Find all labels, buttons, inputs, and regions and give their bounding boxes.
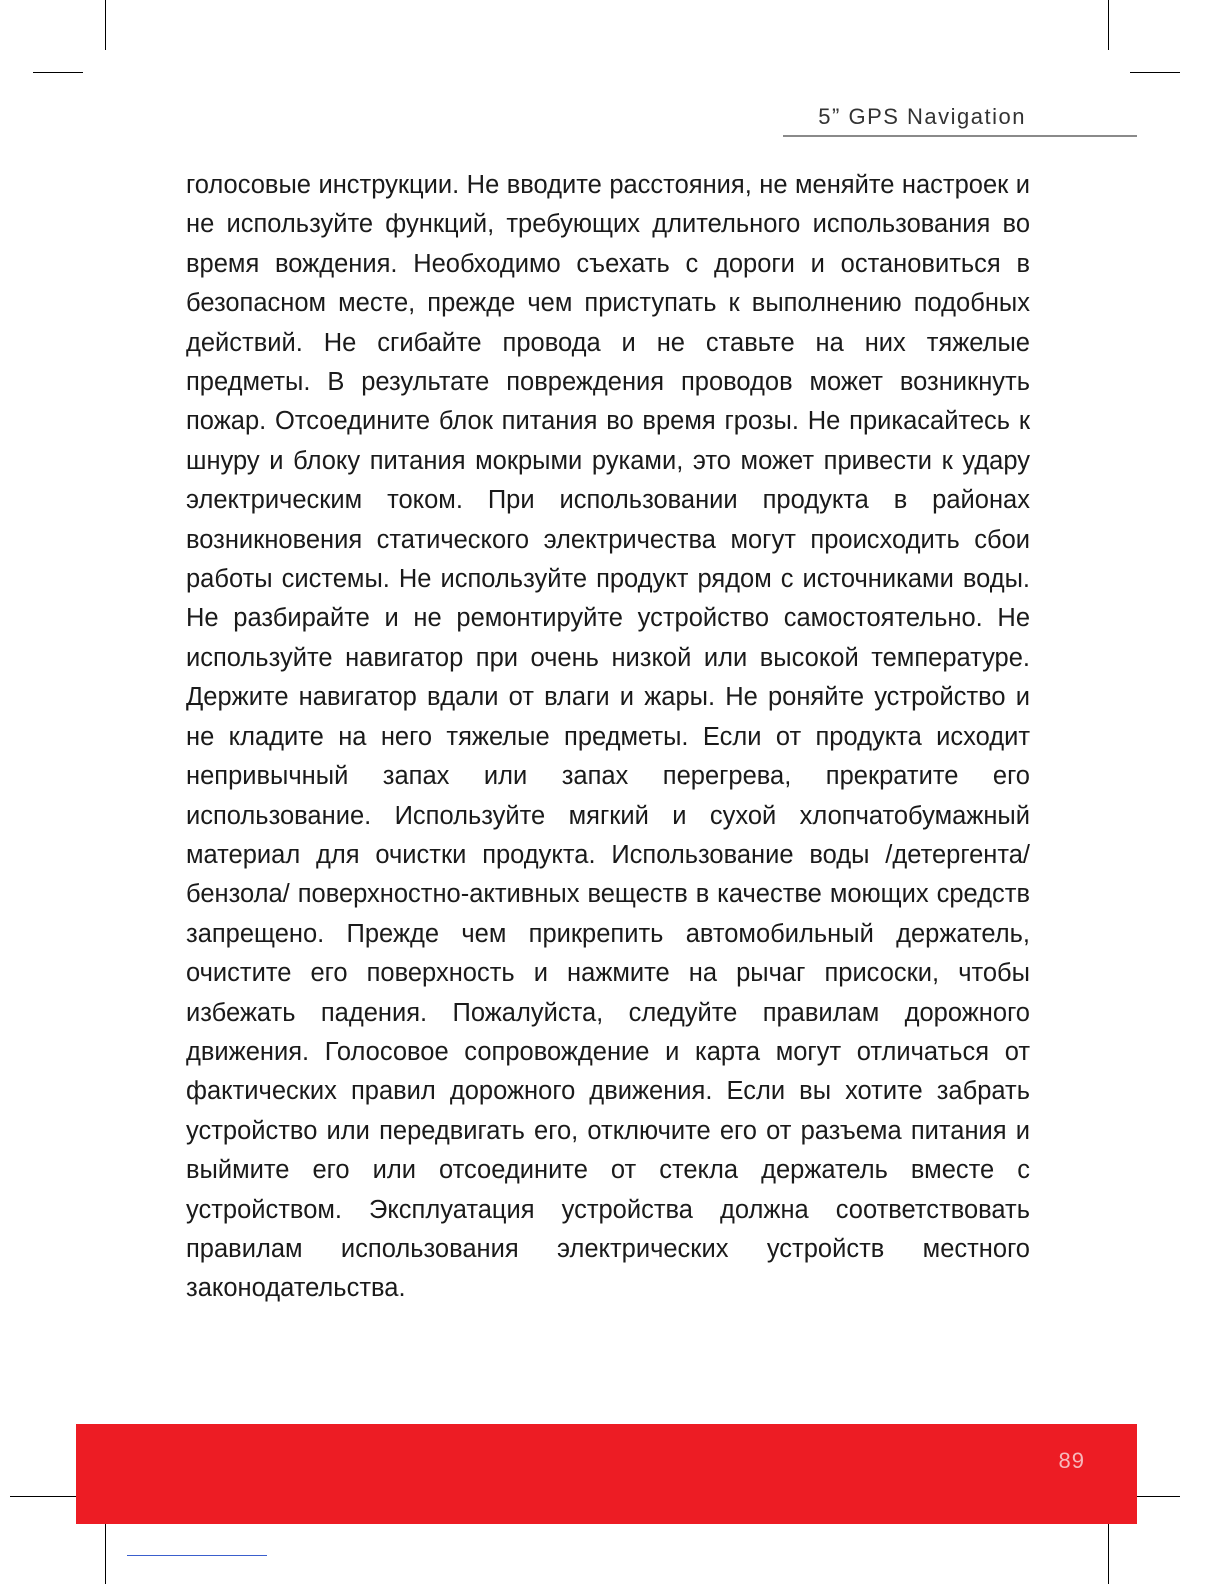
running-header-title: 5” GPS Navigation xyxy=(818,104,1026,129)
crop-mark-top-left-vertical xyxy=(105,0,106,50)
crop-mark-top-right-vertical xyxy=(1108,0,1109,50)
page-number: 89 xyxy=(1058,1448,1085,1473)
crop-mark-top-left-horizontal xyxy=(33,72,83,73)
body-paragraph: голосовые инструкции. Не вводите расстояния, не меняйте настроек и не используйте функций, требующих длительного использования во время вождения. Необходимо съехать с дороги и остановиться в безопасном месте, прежде чем приступать к выполнению подобных действий. Не сгибайте провода и не ставьте на них тяжелые предметы. В результате повреждения проводов может возникнуть пожар. Отсоедините блок питания во время грозы. Не прикасайтесь к шнуру и блоку питания мокрыми руками, это может привести к удару электрическим током. При использовании продукта в районах возникновения статического электричества могут происходить сбои работы системы. Не используйте продукт рядом с источниками воды. Не разбирайте и не ремонтируйте устройство самостоятельно. Не используйте навигатор при очень низкой или высокой температуре. Держите навигатор вдали от влаги и жары. Не роняйте устройство и не кладите на него тяжелые предметы. Если от продукта исходит непривычный запах или запах перегрева, прекратите его использование. Используйте мягкий и сухой хлопчатобумажный материал для очистки продукта. Использование воды /детергента/ бензола/ поверхностно-активных веществ в качестве моющих средств запрещено. Прежде чем прикрепить автомобильный держатель, очистите его поверхность и нажмите на рычаг присоски, чтобы избежать падения. Пожалуйста, следуйте правилам дорожного движения. Голосовое сопровождение и карта могут отличаться от фактических правил дорожного движения. Если вы хотите забрать устройство или передвигать его, отключите его от разъема питания и выймите его или отсоедините от стекла держатель вместе с устройством. Эксплуатация устройства должна соответствовать правилам использования электрических устройств местного законодательства. xyxy=(186,171,1030,1303)
header-rule xyxy=(783,135,1137,137)
crop-mark-bottom-left-vertical xyxy=(105,1519,106,1584)
crop-mark-bottom-right-vertical xyxy=(1108,1519,1109,1584)
crop-mark-bottom-left-horizontal xyxy=(10,1496,83,1497)
crop-mark-bottom-right-horizontal xyxy=(1130,1496,1180,1497)
crop-mark-top-right-horizontal xyxy=(1130,72,1180,73)
footer-band xyxy=(76,1424,1137,1524)
blue-rule xyxy=(127,1555,267,1556)
